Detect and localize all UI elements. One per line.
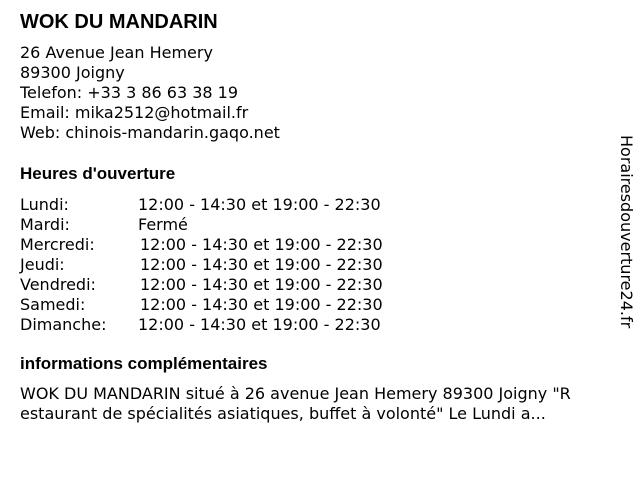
opening-hours-heading: Heures d'ouverture [20,164,176,183]
day-label: Dimanche: [20,315,107,334]
phone-line: Telefon: +33 3 86 63 38 19 [20,83,239,102]
day-hours: 12:00 - 14:30 et 19:00 - 22:30 [138,315,381,334]
day-hours: 12:00 - 14:30 et 19:00 - 22:30 [138,195,381,214]
day-label: Mardi: [20,215,70,234]
day-label: Jeudi: [20,255,65,274]
day-hours: 12:00 - 14:30 et 19:00 - 22:30 [140,295,383,314]
contact-block [20,43,280,143]
day-label: Samedi: [20,295,86,314]
website-line: Web: chinois-mandarin.gaqo.net [20,123,280,142]
day-hours: 12:00 - 14:30 et 19:00 - 22:30 [140,235,383,254]
day-label: Mercredi: [20,235,95,254]
day-label: Lundi: [20,195,69,214]
day-label: Vendredi: [20,275,96,294]
address-city: 89300 Joigny [20,63,125,82]
address-street: 26 Avenue Jean Hemery [20,43,213,62]
additional-info-text: WOK DU MANDARIN situé à 26 avenue Jean Hemery 89300 Joigny "R estaurant de spécialités asiatiques, buffet à volonté" Le Lundi a... [20,384,571,423]
email-line: Email: mika2512@hotmail.fr [20,103,249,122]
day-hours: 12:00 - 14:30 et 19:00 - 22:30 [140,275,383,294]
day-hours: 12:00 - 14:30 et 19:00 - 22:30 [140,255,383,274]
day-hours: Fermé [138,215,188,234]
site-watermark: Horairesdouverture24.fr [617,135,636,329]
additional-info-heading: informations complémentaires [20,354,268,373]
business-name: WOK DU MANDARIN [20,11,218,33]
